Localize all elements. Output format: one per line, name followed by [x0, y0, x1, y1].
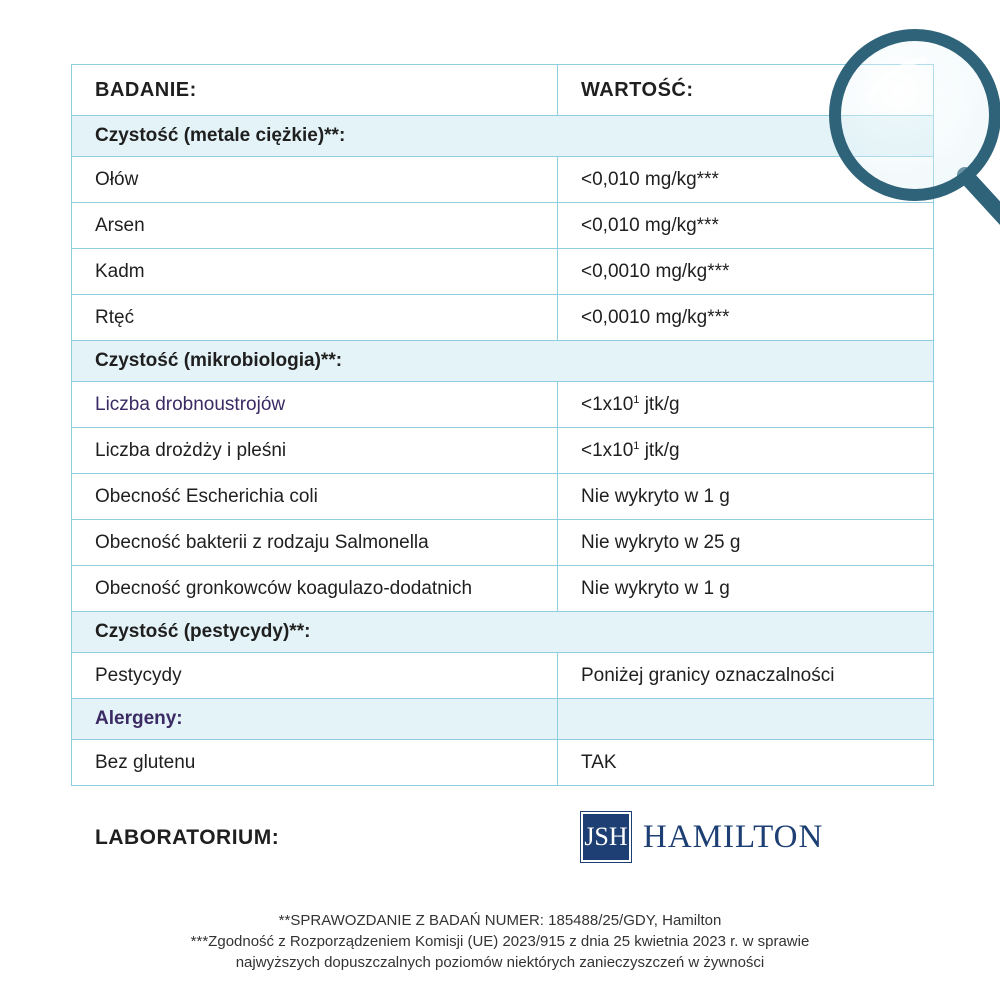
table-row: [72, 428, 934, 474]
test-name: Pestycydy: [72, 653, 558, 699]
test-name: Bez glutenu: [72, 740, 558, 786]
table-row: [72, 474, 934, 520]
table-row: [72, 382, 934, 428]
test-name: Ołów: [72, 157, 558, 203]
test-value: [558, 428, 934, 474]
table-row: [72, 653, 934, 699]
results-table: [71, 64, 934, 786]
table-row: [72, 295, 934, 341]
test-value: <0,010 mg/kg***: [558, 203, 934, 249]
test-value: Nie wykryto w 1 g: [558, 474, 934, 520]
table-header-row: [72, 65, 934, 116]
test-value: <0,0010 mg/kg***: [558, 249, 934, 295]
section-allergens: [72, 699, 934, 740]
value-base: <1x10: [581, 393, 634, 415]
section-heavy-metals: [72, 116, 934, 157]
test-value: Nie wykryto w 1 g: [558, 566, 934, 612]
test-name: Obecność gronkowców koagulazo-dodatnich: [72, 566, 558, 612]
table-row: [72, 740, 934, 786]
table-row: [72, 157, 934, 203]
section-title: Czystość (metale ciężkie)**:: [72, 116, 934, 157]
section-pesticides: [72, 612, 934, 653]
value-base: <1x10: [581, 439, 634, 461]
test-name: Arsen: [72, 203, 558, 249]
test-name: Liczba drobnoustrojów: [72, 382, 558, 428]
table-row: [72, 249, 934, 295]
logo-mark: JSH: [581, 812, 631, 862]
test-name: Liczba drożdży i pleśni: [72, 428, 558, 474]
value-exponent: 1: [633, 393, 640, 406]
test-value: Poniżej granicy oznaczalności: [558, 653, 934, 699]
test-name: Obecność bakterii z rodzaju Salmonella: [72, 520, 558, 566]
section-microbiology: [72, 341, 934, 382]
magnifying-glass-icon: [820, 25, 1000, 245]
header-wartosc: WARTOŚĆ:: [558, 65, 934, 116]
lab-label: LABORATORIUM:: [95, 826, 280, 849]
section-title: Alergeny:: [72, 699, 558, 740]
footnote-report: **SPRAWOZDANIE Z BADAŃ NUMER: 185488/25/GDY, Hamilton: [278, 912, 722, 929]
footnotes: [0, 910, 1000, 973]
test-name: Rtęć: [72, 295, 558, 341]
value-unit: jtk/g: [639, 439, 680, 461]
footnote-regulation-cont: najwyższych dopuszczalnych poziomów niektórych zanieczyszczeń w żywności: [235, 954, 765, 971]
table-row: [72, 203, 934, 249]
table-row: [72, 520, 934, 566]
test-value: <0,0010 mg/kg***: [558, 295, 934, 341]
test-value: [558, 382, 934, 428]
footnote-regulation: ***Zgodność z Rozporządzeniem Komisji (UE) 2023/915 z dnia 25 kwietnia 2023 r. w sprawie: [190, 933, 810, 950]
value-exponent: 1: [633, 439, 640, 452]
hamilton-logo: [581, 812, 823, 862]
value-unit: jtk/g: [639, 393, 680, 415]
logo-name: HAMILTON: [643, 818, 824, 855]
test-value: Nie wykryto w 25 g: [558, 520, 934, 566]
test-name: Kadm: [72, 249, 558, 295]
test-name: Obecność Escherichia coli: [72, 474, 558, 520]
header-badanie: BADANIE:: [72, 65, 558, 116]
test-value: <0,010 mg/kg***: [558, 157, 934, 203]
section-title: Czystość (pestycydy)**:: [72, 612, 934, 653]
section-empty-cell: [558, 699, 934, 740]
table-row: [72, 566, 934, 612]
test-value: TAK: [558, 740, 934, 786]
section-title: Czystość (mikrobiologia)**:: [72, 341, 934, 382]
